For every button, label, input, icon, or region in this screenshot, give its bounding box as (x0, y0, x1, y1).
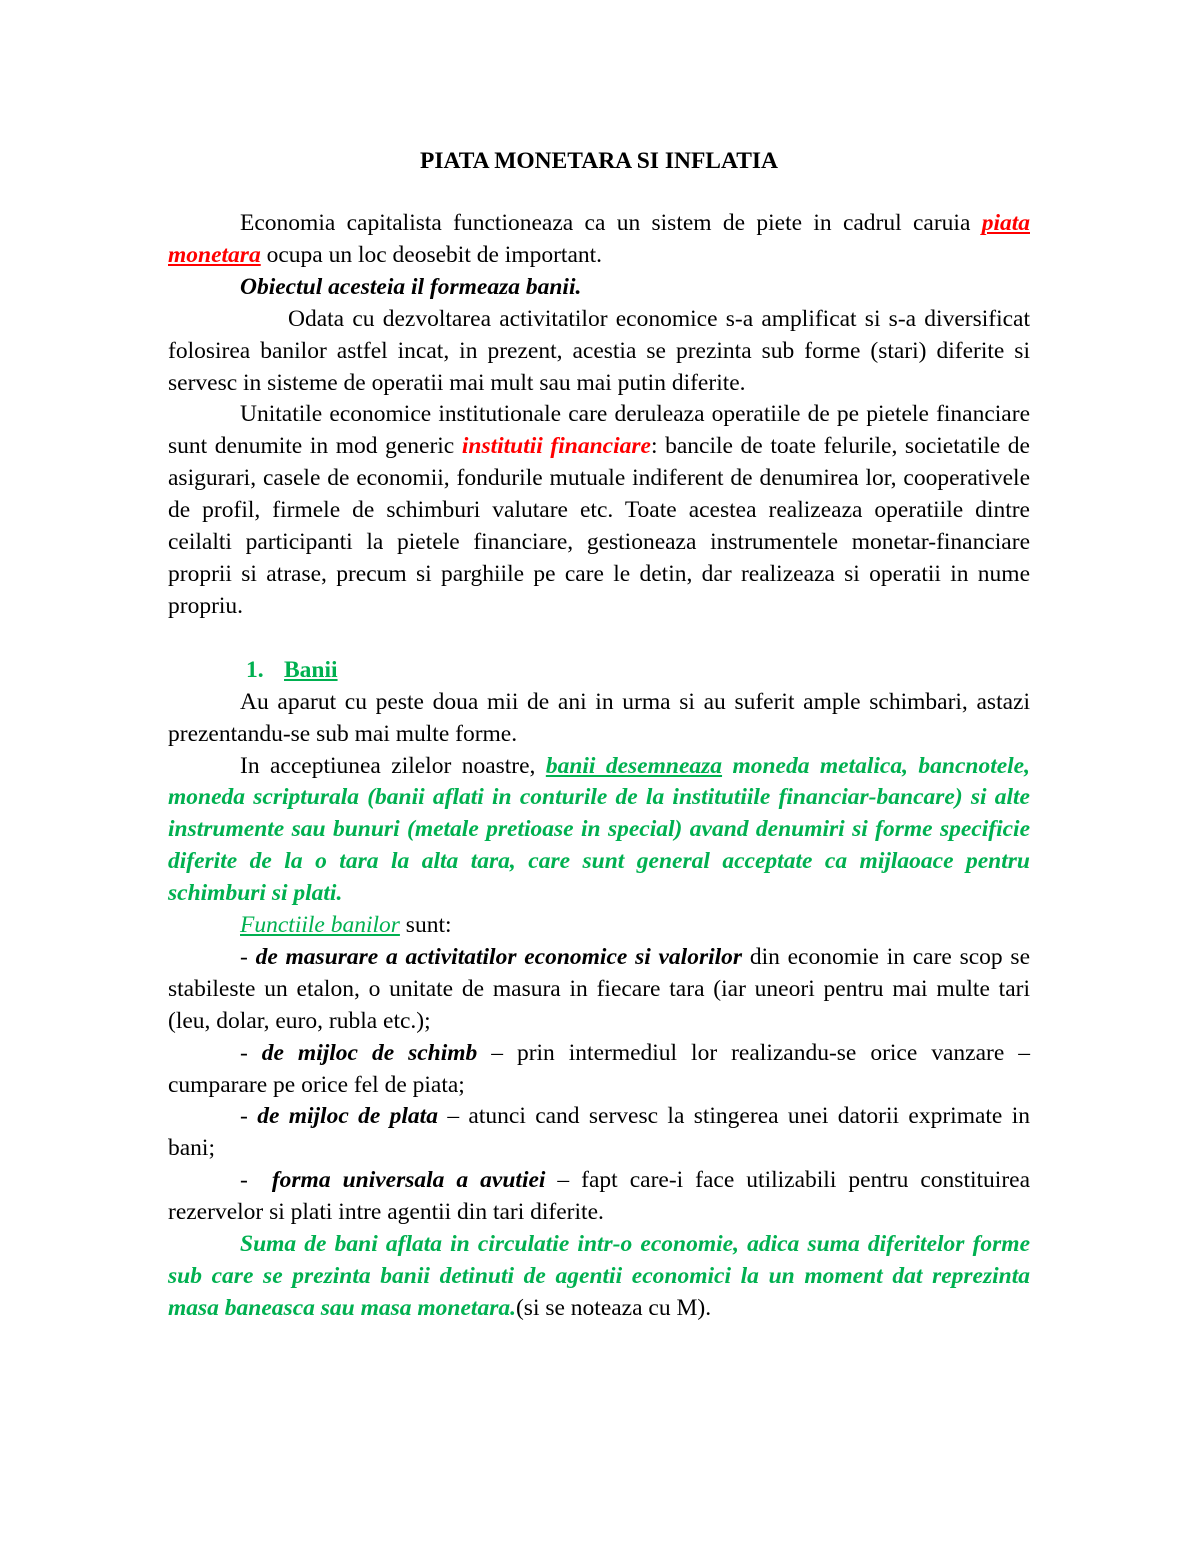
function-dash: - (240, 1167, 272, 1194)
intro-text-1: Economia capitalista functioneaza ca un sistem de piete in cadrul caruia (240, 210, 982, 236)
paragraph-object: Obiectul acesteia il formeaza banii. (240, 273, 582, 300)
institutions-text-1: Unitatile economice institutionale care deruleaza operatiile de pe pietele financiare sunt denumite in mod generic (168, 401, 1030, 460)
term-institutii-financiare: institutii financiare (461, 433, 651, 460)
function-item-exchange (168, 1038, 1030, 1102)
function-dash: - (240, 1103, 258, 1130)
function-dash: - (240, 1039, 262, 1066)
function-term-exchange: de mijloc de schimb (261, 1039, 478, 1066)
section-title: Banii (284, 656, 338, 683)
function-text-wealth: – fapt care-i face utilizabili pentru constituirea rezervelor si plati intre agentii din tari diferite. (168, 1167, 1031, 1226)
document-title: PIATA MONETARA SI INFLATIA (420, 148, 778, 174)
document-page (168, 146, 1030, 1325)
definition-text-1: In acceptiunea zilelor noastre, (240, 752, 546, 779)
paragraph-history: Au aparut cu peste doua mii de ani in urma si au suferit ample schimbari, astazi prezentandu-se sub mai multe forme. (168, 688, 1030, 747)
intro-text-2: ocupa un loc deosebit de important. (260, 241, 603, 268)
term-functiile-banilor: Functiile banilor (240, 912, 400, 939)
function-text-exchange: – prin intermediul lor realizandu-se orice vanzare – cumparare pe orice fel de piata; (168, 1039, 1030, 1098)
function-term-payment: de mijloc de plata (257, 1103, 438, 1130)
institutions-text-2: : bancile de toate felurile, societatile de asigurari, casele de economii, fondurile mutuale indiferent de denumirea lor, cooperativele de profil, firmele de schimburi valutare etc. Toate acestea realizeaza operatiile dintre ceilalti participanti la pietele financiare, gestioneaza instrumentele monetar-financiare proprii si atrase, precum si parghiile pe care le detin, dar realizeaza si operatii in nume propriu. (168, 433, 1030, 619)
function-item-payment (168, 1101, 1030, 1165)
paragraph-development: Odata cu dezvoltarea activitatilor economice s-a amplificat si s-a diversificat folosirea banilor astfel incat, in prezent, acestia se prezinta sub forme (stari) diferite si servesc in sisteme de operatii mai mult sau mai putin diferite. (168, 305, 1030, 396)
function-item-wealth (168, 1165, 1030, 1229)
function-dash: - (240, 943, 256, 970)
paragraph-intro (168, 208, 1030, 272)
money-supply-note: (si se noteaza cu M). (515, 1294, 712, 1321)
paragraph-functions-intro (168, 910, 1030, 942)
function-text-measure: din economie in care scop se stabileste un etalon, o unitate de masura in fiecare tara (iar uneori pentru mai multe tari (leu, dolar, euro, rubla etc.); (168, 943, 1031, 1034)
term-piata-monetara: piata monetara (168, 210, 1030, 268)
functions-intro-text: sunt: (399, 912, 452, 939)
term-masa-monetara: Suma de bani aflata in circulatie intr-o economie, adica suma diferitelor forme sub care se prezinta banii detinuti de agentii economici la un moment dat reprezinta masa baneasca sau masa monetara. (168, 1231, 1030, 1321)
paragraph-definition (168, 751, 1030, 911)
section-number: 1. (246, 656, 264, 683)
function-item-measure (168, 942, 1030, 1038)
function-term-measure: de masurare a activitatilor economice si valorilor (255, 943, 743, 970)
paragraph-money-supply (168, 1229, 1030, 1325)
term-banii-desemneaza: banii desemneaza (545, 752, 723, 779)
section-heading-banii (168, 655, 1030, 687)
function-term-wealth: forma universala a avutiei (271, 1167, 546, 1194)
definition-text-2: moneda metalica, bancnotele, moneda scripturala (banii aflati in conturile de la institutiile financiar-bancare) si alte instrumente sau bunuri (metale pretioase in special) avand denumiri si forme specificie diferite de la o tara la alta tara, care sunt general acceptate ca mijlaoace pentru schimburi si plati. (168, 752, 1030, 907)
function-text-payment: – atunci cand servesc la stingerea unei datorii exprimate in bani; (168, 1103, 1030, 1162)
paragraph-institutions (168, 399, 1030, 622)
